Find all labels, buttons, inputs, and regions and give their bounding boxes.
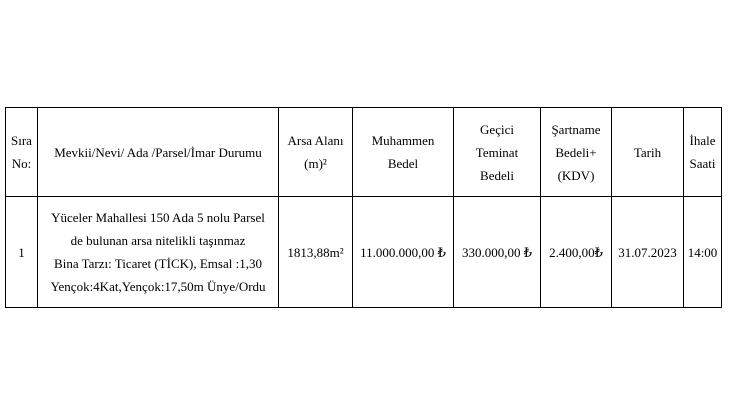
header-line: Muhammen bbox=[371, 133, 435, 148]
mevkii-line: Yüceler Mahallesi 150 Ada 5 nolu Parsel bbox=[51, 210, 265, 225]
header-line: Mevkii/Nevi/ Ada /Parsel/İmar Durumu bbox=[54, 144, 262, 160]
header-line: Sıra bbox=[11, 133, 32, 148]
cell-arsa-alani: 1813,88m² bbox=[279, 197, 353, 308]
mevkii-line: Bina Tarzı: Ticaret (TİCK), Emsal :1,30 bbox=[54, 256, 262, 271]
cell-muhammen-bedel: 11.000.000,00 ₺ bbox=[353, 197, 454, 308]
header-row bbox=[6, 108, 722, 197]
cell-mevkii bbox=[38, 197, 279, 308]
header-line: No: bbox=[11, 156, 32, 171]
cell-tarih: 31.07.2023 bbox=[612, 197, 684, 308]
header-line: (m)² bbox=[304, 156, 327, 171]
cell-sira: 1 bbox=[6, 197, 38, 308]
header-sartname-bedeli bbox=[541, 108, 612, 197]
header-line: Bedeli+ bbox=[555, 144, 597, 160]
mevkii-line: de bulunan arsa nitelikli taşınmaz bbox=[70, 233, 246, 248]
table-row bbox=[6, 197, 722, 308]
header-muhammen-bedel bbox=[353, 108, 454, 197]
header-gecici-teminat bbox=[454, 108, 541, 197]
header-line: İhale bbox=[689, 133, 716, 148]
header-ihale-saati bbox=[684, 108, 722, 197]
header-line: Şartname bbox=[551, 121, 601, 137]
header-mevkii bbox=[38, 108, 279, 197]
header-line: Saati bbox=[689, 156, 716, 171]
tender-table bbox=[5, 107, 722, 308]
header-arsa-alani bbox=[279, 108, 353, 197]
header-line: Arsa Alanı bbox=[287, 133, 344, 148]
cell-gecici-teminat: 330.000,00 ₺ bbox=[454, 197, 541, 308]
cell-sartname-bedeli: 2.400,00₺ bbox=[541, 197, 612, 308]
header-sira-no bbox=[6, 108, 38, 197]
header-line: Teminat bbox=[475, 144, 519, 160]
header-line: (KDV) bbox=[557, 167, 595, 183]
header-tarih bbox=[612, 108, 684, 197]
header-line: Bedeli bbox=[480, 167, 514, 183]
cell-ihale-saati: 14:00 bbox=[684, 197, 722, 308]
header-line: Bedel bbox=[387, 156, 419, 171]
mevkii-line: Yençok:4Kat,Yençok:17,50m Ünye/Ordu bbox=[50, 279, 266, 294]
header-line: Tarih bbox=[633, 144, 662, 160]
header-line: Geçici bbox=[480, 121, 514, 137]
